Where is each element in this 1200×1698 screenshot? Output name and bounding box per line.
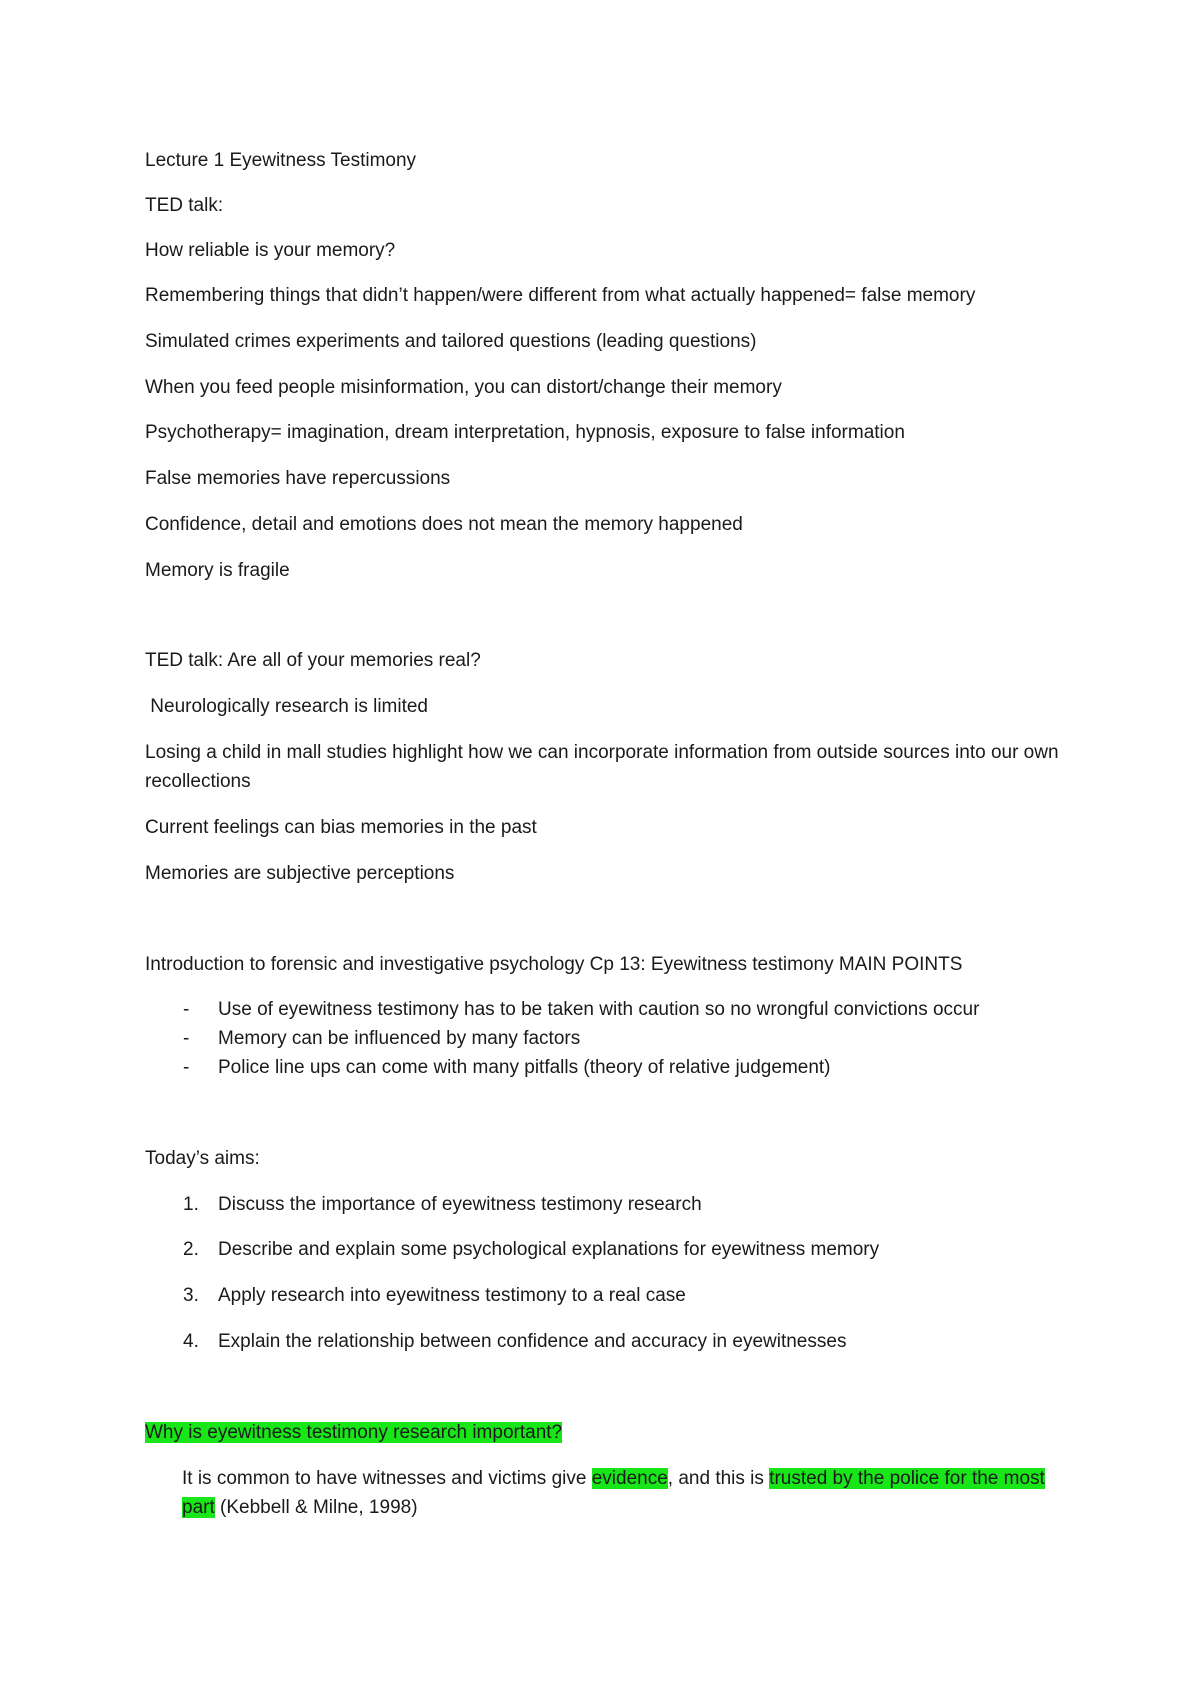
intro-heading: Introduction to forensic and investigative psychology Cp 13: Eyewitness testimony MAIN POINTS	[145, 954, 963, 975]
ted1-line: Confidence, detail and emotions does not mean the memory happened	[145, 514, 743, 535]
why-text-2: , and this is	[667, 1468, 770, 1489]
ted2-heading: TED talk: Are all of your memories real?	[145, 650, 481, 671]
why-heading	[145, 1418, 562, 1447]
why-text-1: It is common to have witnesses and victims give	[182, 1468, 592, 1489]
bullet-text: Police line ups can come with many pitfalls (theory of relative judgement)	[218, 1057, 831, 1078]
ted1-line: How reliable is your memory?	[145, 240, 396, 261]
aim-text: Discuss the importance of eyewitness testimony research	[218, 1194, 702, 1215]
ted2-line: Losing a child in mall studies highlight how we can incorporate information from outside sources into our own recollections	[145, 742, 1059, 792]
aim-text: Apply research into eyewitness testimony to a real case	[218, 1285, 686, 1306]
aim-text: Describe and explain some psychological explanations for eyewitness memory	[218, 1239, 880, 1260]
bullet-marker: -	[183, 1057, 190, 1078]
bullet-text: Memory can be influenced by many factors	[218, 1028, 581, 1049]
why-text-3: (Kebbell & Milne, 1998)	[214, 1497, 418, 1518]
ted1-line: When you feed people misinformation, you can distort/change their memory	[145, 377, 782, 398]
why-highlight-trusted: trusted by the police for the most part	[182, 1468, 1045, 1518]
aim-number: 3.	[183, 1285, 199, 1306]
ted2-line: Memories are subjective perceptions	[145, 863, 455, 884]
document-title: Lecture 1 Eyewitness Testimony	[145, 150, 417, 171]
ted1-line: False memories have repercussions	[145, 468, 451, 489]
bullet-marker: -	[183, 1028, 190, 1049]
aim-number: 2.	[183, 1239, 199, 1260]
ted2-line: Current feelings can bias memories in the past	[145, 817, 537, 838]
ted2-line: Neurologically research is limited	[145, 696, 428, 717]
aim-text: Explain the relationship between confidence and accuracy in eyewitnesses	[218, 1331, 847, 1352]
ted1-line: Psychotherapy= imagination, dream interpretation, hypnosis, exposure to false information	[145, 422, 905, 443]
why-heading-highlight: Why is eyewitness testimony research important?	[145, 1422, 563, 1443]
ted1-heading: TED talk:	[145, 195, 224, 216]
ted1-line: Remembering things that didn’t happen/were different from what actually happened= false memory	[145, 285, 976, 306]
why-paragraph	[182, 1464, 1082, 1522]
ted1-line: Simulated crimes experiments and tailored questions (leading questions)	[145, 331, 757, 352]
why-highlight-evidence: evidence	[591, 1468, 668, 1489]
bullet-text: Use of eyewitness testimony has to be taken with caution so no wrongful convictions occur	[218, 999, 980, 1020]
bullet-marker: -	[183, 999, 190, 1020]
aim-number: 1.	[183, 1194, 199, 1215]
aims-heading: Today’s aims:	[145, 1148, 260, 1169]
ted1-line: Memory is fragile	[145, 560, 290, 581]
aim-number: 4.	[183, 1331, 199, 1352]
